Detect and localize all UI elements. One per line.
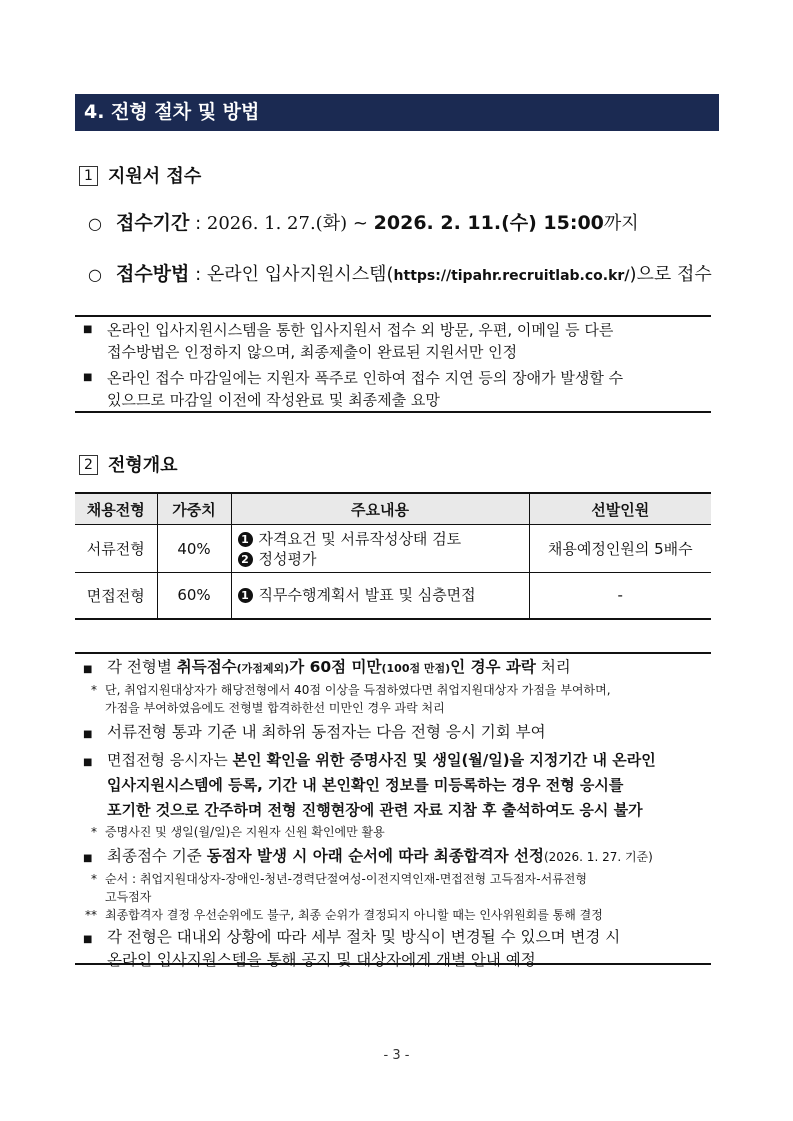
rule-emphasis: 취득점수 <box>176 658 237 676</box>
rule-item <box>75 748 711 823</box>
period-line <box>88 208 639 235</box>
rule-emphasis-small: (가점제외) <box>236 662 290 675</box>
rule-item <box>75 655 711 681</box>
table-header: 채용전형 <box>75 493 157 525</box>
rule-note <box>75 870 711 906</box>
method-label: 접수방법 <box>115 263 190 285</box>
weight-cell: 60% <box>157 573 231 619</box>
rules-box <box>75 652 711 969</box>
content-item <box>238 549 523 569</box>
method-suffix: )으로 접수 <box>629 264 712 285</box>
stage-cell: 서류전형 <box>75 525 157 573</box>
square-bullet-icon: ■ <box>83 324 93 335</box>
note-line: 단, 취업지원대상자가 해당전형에서 40점 이상을 득점하였다면 취업지원대상자 가점을 부여하며, <box>105 683 611 697</box>
rule-emphasis: 포기한 것으로 간주하며 전형 진행현장에 관련 자료 지참 후 출석하여도 응시 불가 <box>107 801 643 819</box>
note-marker: ** <box>85 908 97 922</box>
table-header: 주요내용 <box>231 493 529 525</box>
circle-bullet-icon: ○ <box>88 265 102 284</box>
table-header: 가중치 <box>157 493 231 525</box>
square-bullet-icon: ■ <box>83 934 93 945</box>
count-cell: - <box>529 573 711 619</box>
period-label: 접수기간 <box>115 212 190 234</box>
rule-text: 각 전형별 <box>107 658 177 676</box>
note-line: 가점을 부여하였음에도 전형별 합격하한선 미만인 경우 과락 처리 <box>105 701 445 715</box>
rule-emphasis: 입사지원시스템에 등록, 기간 내 본인확인 정보를 미등록하는 경우 전형 응시를 <box>107 776 624 794</box>
content-text: 정성평가 <box>258 549 317 568</box>
square-bullet-icon: ■ <box>83 664 93 675</box>
rule-emphasis: 본인 확인을 위한 증명사진 및 생일(월/일)을 지정기간 내 온라인 <box>232 751 656 769</box>
square-bullet-icon: ■ <box>83 372 93 383</box>
period-start: 2026. 1. 27.(화) <box>206 213 348 234</box>
rule-emphasis: 인 경우 과락 <box>450 658 536 676</box>
subsection-title: 전형개요 <box>108 455 178 476</box>
note-marker: * <box>91 683 97 697</box>
period-end: 2026. 2. 11.(수) 15:00 <box>373 212 604 234</box>
number-circle-icon: 1 <box>238 532 253 547</box>
rule-item <box>75 720 711 745</box>
notice-line: 접수방법은 인정하지 않으며, 최종제출이 완료된 지원서만 인정 <box>107 343 518 361</box>
notice-item <box>75 319 711 363</box>
content-cell <box>231 573 529 619</box>
number-circle-icon: 2 <box>238 552 253 567</box>
content-item <box>238 529 523 549</box>
table-row <box>75 525 711 573</box>
rule-text: 서류전형 통과 기준 내 최하위 동점자는 다음 전형 응시 기회 부여 <box>107 723 546 741</box>
square-bullet-icon: ■ <box>83 853 93 864</box>
content-cell <box>231 525 529 573</box>
subsection-title: 지원서 접수 <box>108 166 202 187</box>
note-line: 증명사진 및 생일(월/일)은 지원자 신원 확인에만 활용 <box>105 825 385 839</box>
separator: : <box>189 264 207 285</box>
notice-line: 온라인 입사지원시스템을 통한 입사지원서 접수 외 방문, 우편, 이메일 등 다른 <box>107 321 614 339</box>
square-bullet-icon: ■ <box>83 729 93 740</box>
count-cell: 채용예정인원의 5배수 <box>529 525 711 573</box>
rule-item <box>75 926 711 972</box>
rule-text: 면접전형 응시자는 <box>107 751 233 769</box>
note-marker: * <box>91 872 97 886</box>
rule-emphasis: 동점자 발생 시 아래 순서에 따라 최종합격자 선정 <box>206 847 544 865</box>
rule-text: 최종점수 기준 <box>107 847 207 865</box>
page-number: - 3 - <box>383 1048 410 1063</box>
period-suffix: 까지 <box>603 213 639 234</box>
subsection-1-heading <box>79 162 201 188</box>
rule-note <box>75 906 711 924</box>
circle-bullet-icon: ○ <box>88 214 102 233</box>
table-header-row <box>75 493 711 525</box>
notice-line: 있으므로 마감일 이전에 작성완료 및 최종제출 요망 <box>107 391 440 409</box>
method-text: 온라인 입사지원시스템( <box>206 264 394 285</box>
subsection-number: 2 <box>79 455 98 475</box>
apply-url-link[interactable]: https://tipahr.recruitlab.co.kr/ <box>393 268 630 284</box>
rule-text: 각 전형은 대내외 상황에 따라 세부 절차 및 방식이 변경될 수 있으며 변경 시 <box>107 928 621 946</box>
square-bullet-icon: ■ <box>83 757 93 768</box>
notice-box <box>75 315 711 413</box>
rule-text: 처리 <box>535 658 571 676</box>
rule-text-small: (2026. 1. 27. 기준) <box>543 850 653 864</box>
note-line: 고득점자 <box>105 890 152 904</box>
note-line: 순서 : 취업지원대상자-장애인-청년-경력단절여성-이전지역인재-면접전형 고득점자-서류전형 <box>105 872 587 886</box>
content-text: 직무수행계획서 발표 및 심층면접 <box>258 586 476 605</box>
rule-note <box>75 823 711 841</box>
weight-cell: 40% <box>157 525 231 573</box>
number-circle-icon: 1 <box>238 588 253 603</box>
method-line <box>88 259 712 286</box>
rule-emphasis-small: (100점 만점) <box>381 662 451 675</box>
note-line: 최종합격자 결정 우선순위에도 불구, 최종 순위가 결정되지 아니할 때는 인사위원회를 통해 결정 <box>105 908 603 922</box>
rule-text: 온라인 입사지원스템을 통해 공지 및 대상자에게 개별 안내 예정 <box>107 951 536 969</box>
rule-emphasis: 가 60점 미만 <box>289 658 382 676</box>
rule-note <box>75 681 711 717</box>
notice-line: 온라인 접수 마감일에는 지원자 폭주로 인하여 접수 지연 등의 장애가 발생할 수 <box>107 369 624 387</box>
note-marker: * <box>91 825 97 839</box>
table-header: 선발인원 <box>529 493 711 525</box>
stage-cell: 면접전형 <box>75 573 157 619</box>
tilde: ~ <box>347 213 374 234</box>
subsection-number: 1 <box>79 166 98 186</box>
subsection-2-heading <box>79 451 178 477</box>
selection-table <box>75 492 711 620</box>
separator: : <box>189 213 207 234</box>
content-text: 자격요건 및 서류작성상태 검토 <box>258 529 462 548</box>
notice-item <box>75 367 711 411</box>
table-row <box>75 573 711 619</box>
rule-item <box>75 844 711 870</box>
section-title: 4. 전형 절차 및 방법 <box>75 94 719 131</box>
